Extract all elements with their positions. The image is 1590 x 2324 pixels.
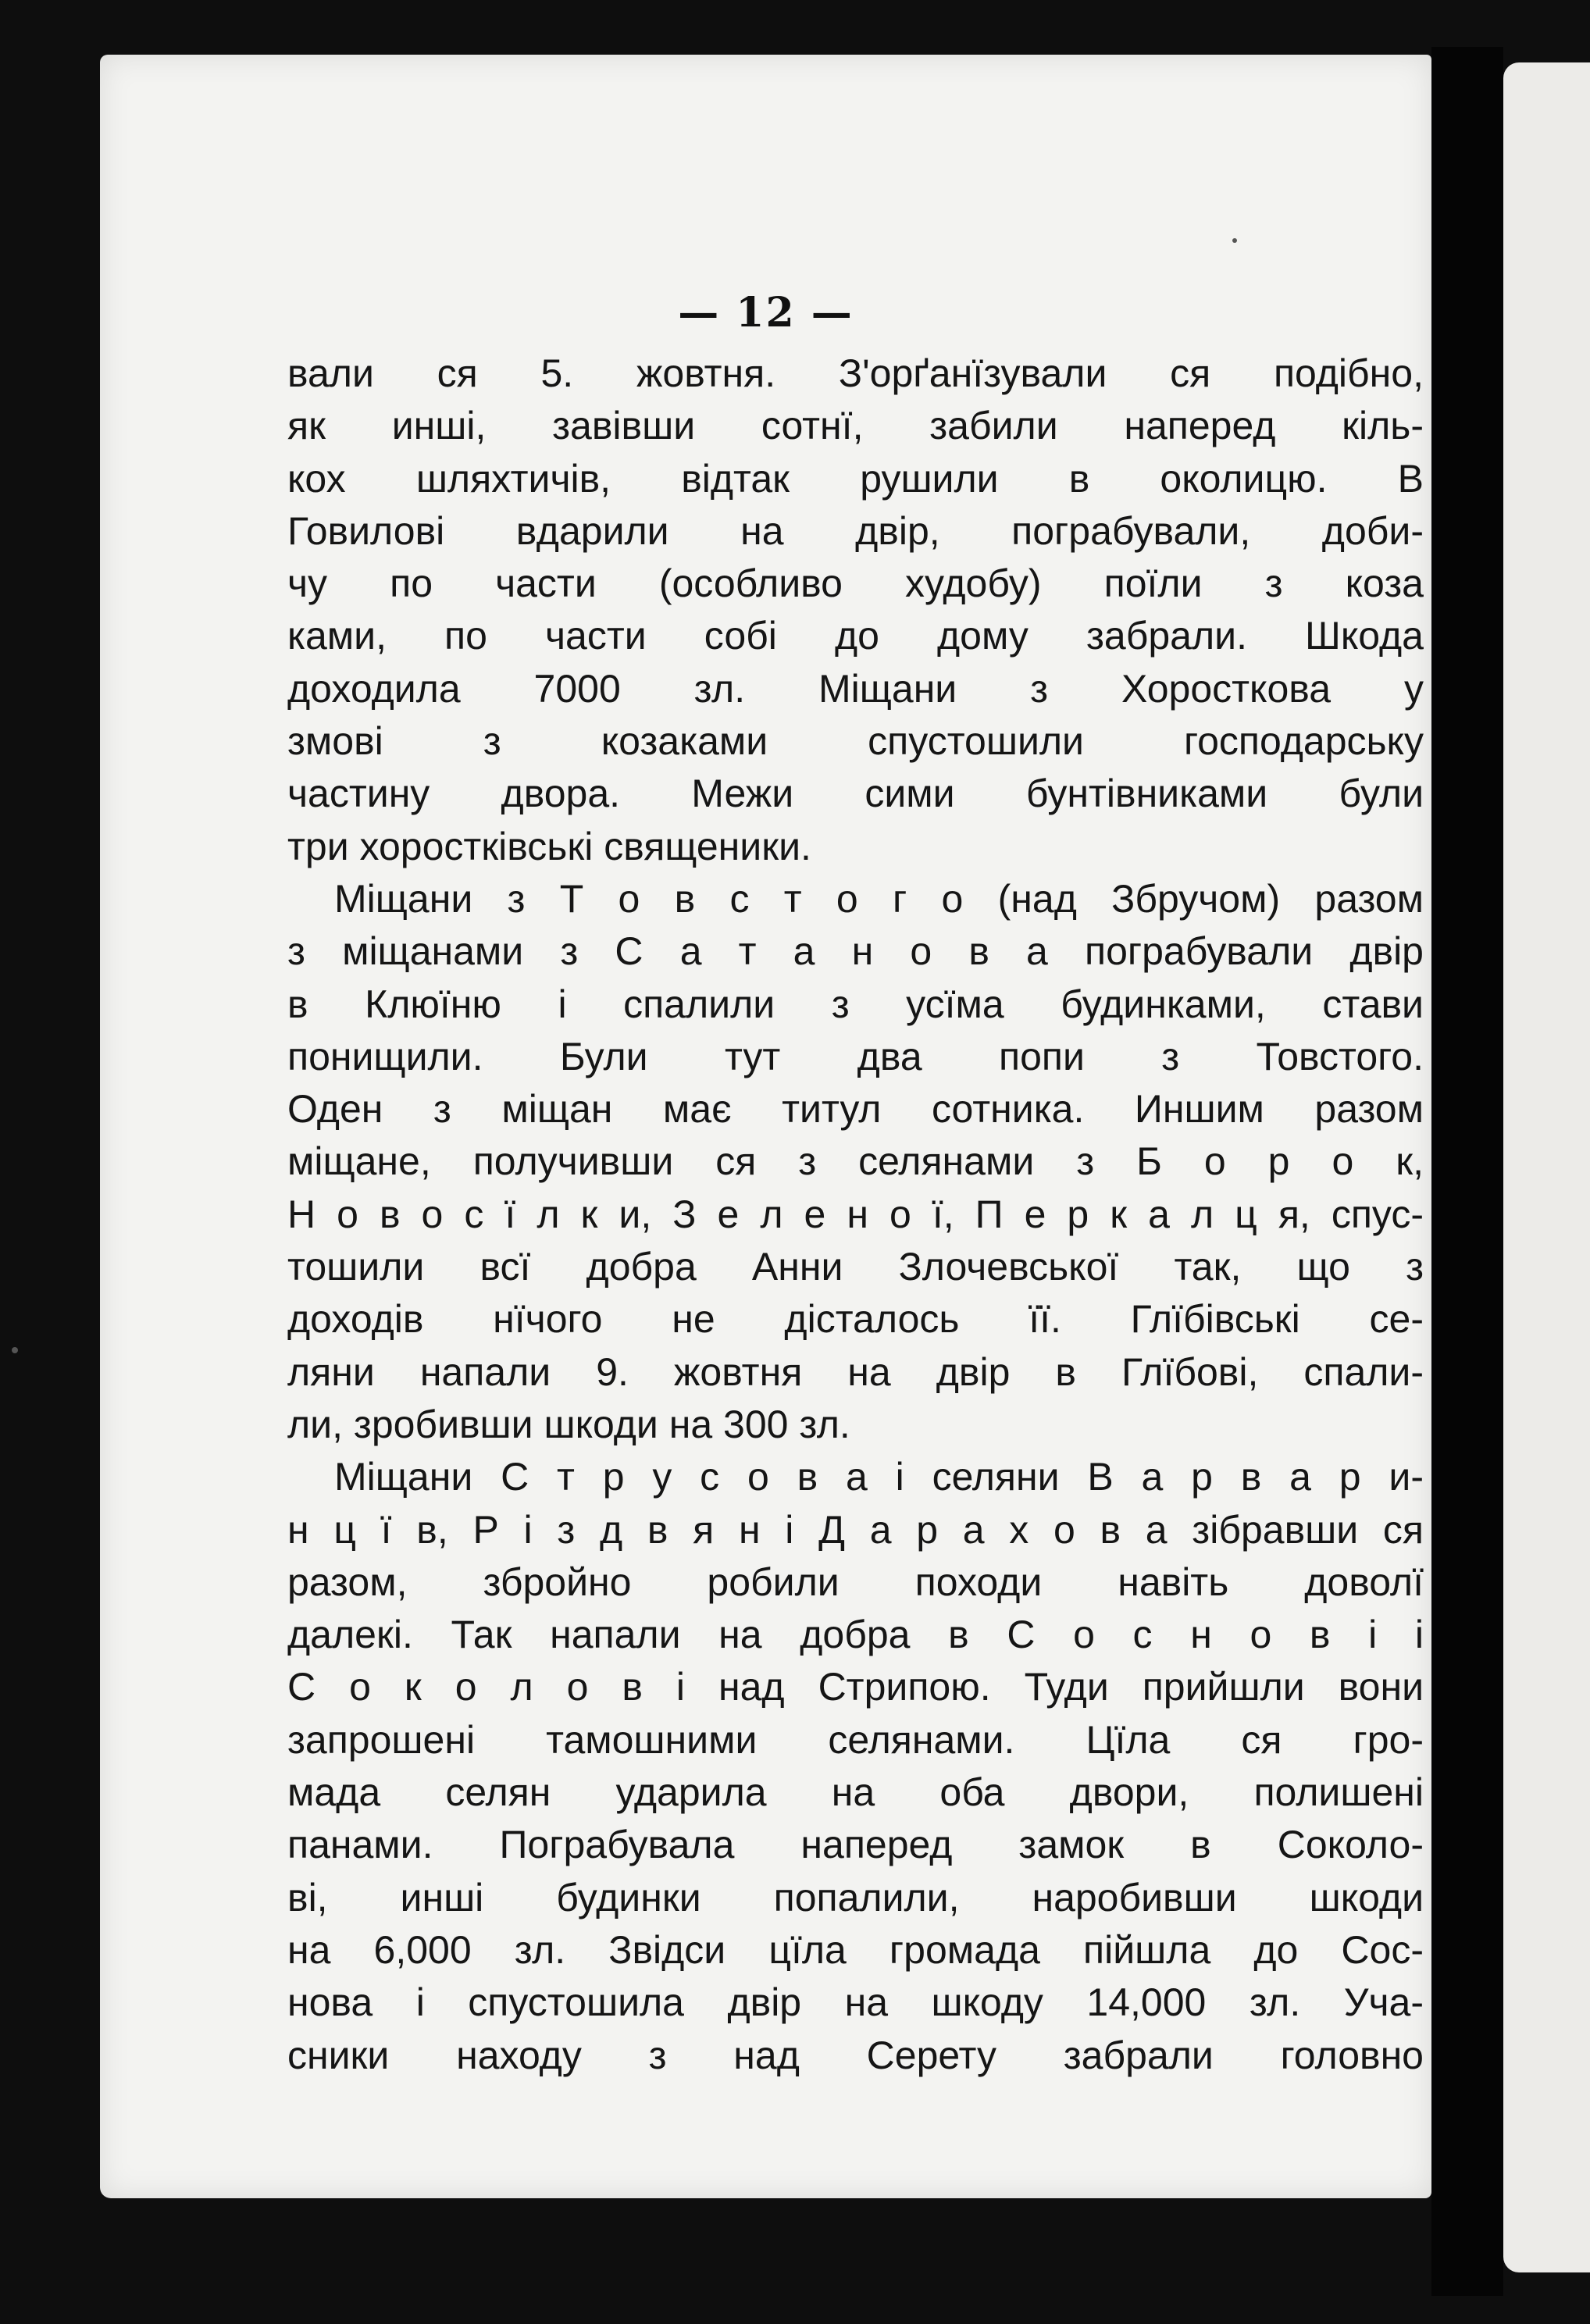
text-line: ками, по части собі до дому забрали. Шкода xyxy=(287,614,1424,658)
text-line: три хоростківські священики. xyxy=(287,824,811,868)
scan-speck xyxy=(1232,238,1237,243)
scan-speck xyxy=(12,1347,18,1353)
text-line: С о к о л о в і над Стрипою. Туди прийшли вони xyxy=(287,1665,1424,1709)
text-line: ли, зробивши шкоди на 300 зл. xyxy=(287,1402,850,1446)
text-line: разом, збройно робили походи навіть доволї xyxy=(287,1559,1424,1604)
text-line: мада селян ударила на оба двори, полишені xyxy=(287,1770,1424,1815)
paragraph-2 xyxy=(287,873,1424,1451)
text-line: кох шляхтичів, відтак рушили в околицю. В xyxy=(287,456,1424,501)
text-line: тошили всї добра Анни Злочевської так, що з xyxy=(287,1245,1424,1289)
text-line: вали ся 5. жовтня. З'орґанїзували ся подібно, xyxy=(287,351,1424,395)
text-line: частину двора. Межи сими бунтівниками були xyxy=(287,772,1424,816)
text-line: з міщанами з С а т а н о в а пограбували двір xyxy=(287,929,1424,974)
text-line: Міщани С т р у с о в а і селяни В а р в а р и- xyxy=(334,1455,1424,1499)
text-line: Н о в о с ї л к и, З е л е н о ї, П е р к а л ц я, спус- xyxy=(287,1192,1424,1236)
text-line: ві, инші будинки попалили, наробивши шкоди xyxy=(287,1875,1424,1919)
text-line: на 6,000 зл. Звідси цїла громада пійшла до Сос- xyxy=(287,1927,1424,1972)
text-line: чу по части (особливо худобу) поїли з коза xyxy=(287,561,1424,606)
paragraph-3 xyxy=(287,1451,1424,2082)
text-line: Говилові вдарили на двір, пограбували, доби- xyxy=(287,508,1424,553)
text-line: н ц ї в, Р і з д в я н і Д а р а х о в а зібравши ся xyxy=(287,1507,1424,1552)
book-page xyxy=(100,55,1431,2198)
text-line: понищили. Були тут два попи з Товстого. xyxy=(287,1034,1424,1078)
text-line: в Клюїню і спалили з усїма будинками, стави xyxy=(287,982,1424,1026)
text-line: ляни напали 9. жовтня на двір в Глїбові, спали- xyxy=(287,1349,1424,1394)
text-line: далекі. Так напали на добра в С о с н о в і і xyxy=(287,1613,1424,1657)
text-line: запрошені тамошними селянами. Цїла ся гро- xyxy=(287,1717,1424,1762)
page-number: — 12 — xyxy=(678,289,854,337)
text-line: доходів нїчого не дісталось її. Глїбівські се- xyxy=(287,1297,1424,1342)
adjacent-page-edge xyxy=(1503,62,1590,2272)
page-body-text xyxy=(287,348,1424,2082)
text-line: міщане, получивши ся з селянами з Б о р о к, xyxy=(287,1139,1424,1184)
text-line: панами. Пограбувала наперед замок в Соколо- xyxy=(287,1823,1424,1867)
book-gutter-shadow xyxy=(1431,47,1503,2296)
paragraph-1 xyxy=(287,348,1424,873)
text-line: змові з козаками спустошили господарську xyxy=(287,719,1424,764)
text-line: Оден з міщан має титул сотника. Иншим разом xyxy=(287,1087,1424,1132)
text-line: Міщани з Т о в с т о г о (над Збручом) разом xyxy=(334,876,1424,921)
text-line: нова і спустошила двір на шкоду 14,000 зл. Уча- xyxy=(287,1980,1424,2025)
text-line: доходила 7000 зл. Міщани з Хоросткова у xyxy=(287,666,1424,711)
text-line: як инші, завівши сотнї, забили наперед кіль- xyxy=(287,404,1424,448)
text-line: сники находу з над Серету забрали головно xyxy=(287,2033,1424,2077)
